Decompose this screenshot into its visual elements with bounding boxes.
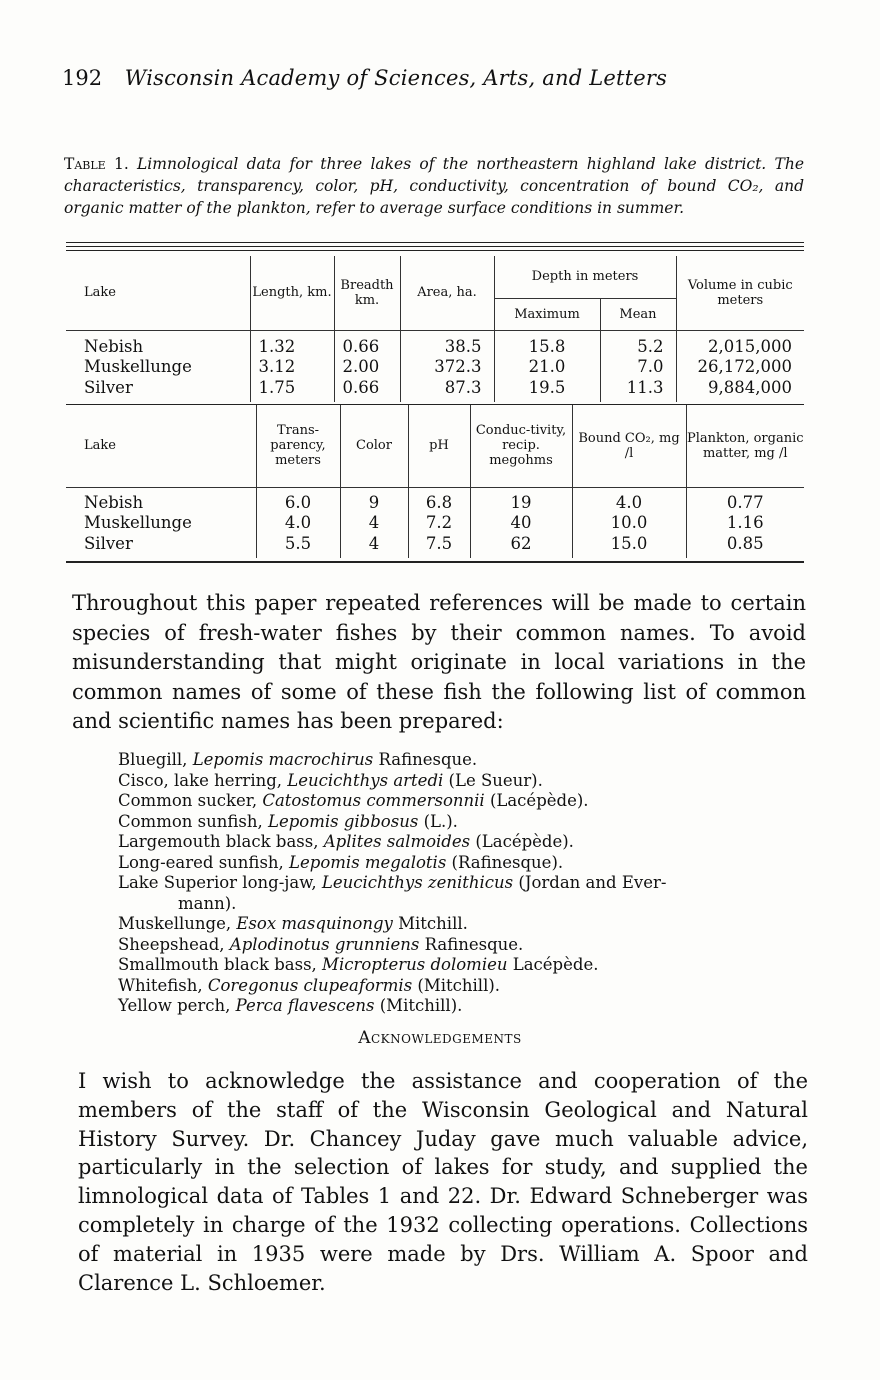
acknowledgements-heading: Acknowledgements [358, 1028, 522, 1048]
table-cell: 0.77 [726, 492, 764, 512]
col-header-mean: Mean [600, 298, 676, 330]
table-dimensions [66, 256, 804, 402]
species-text: Lepomis megalotis [289, 852, 447, 872]
list-item [118, 771, 808, 792]
list-item [118, 853, 808, 874]
col-header-area: Area, ha. [400, 256, 494, 330]
table-cell: 21.0 [528, 357, 566, 376]
table-cell: 87.3 [444, 377, 482, 397]
table-cell: Nebish [84, 492, 144, 512]
max-depth-values [494, 330, 600, 402]
table-caption [64, 153, 804, 219]
species-text: (L.). [423, 811, 458, 831]
table-cell: 9 [368, 492, 380, 512]
table-cell: 3.12 [258, 357, 296, 376]
species-text: Aplites salmoides [323, 832, 471, 851]
lake-names-top [66, 330, 250, 402]
species-text: Common sunfish, [118, 811, 263, 831]
species-text: (Lacépède). [475, 832, 574, 851]
conductivity-values [470, 487, 572, 558]
col-header-lake-2: Lake [66, 405, 256, 487]
volume-values [676, 330, 804, 402]
species-text: Yellow perch, [118, 996, 231, 1015]
list-item [118, 832, 808, 853]
table-cell: 10.0 [610, 513, 648, 532]
species-text: Bluegill, [118, 750, 188, 769]
table-cell: 26,172,000 [697, 357, 792, 376]
species-text: Whitefish, [118, 975, 203, 995]
list-item [118, 996, 808, 1017]
species-text: Coregonus clupeaformis [207, 975, 413, 995]
col-header-transparency: Trans-parency, meters [256, 405, 340, 487]
species-text: Long-eared sunfish, [118, 852, 284, 872]
table-cell: 0.66 [342, 377, 380, 397]
table-cell: 0.66 [342, 336, 380, 356]
list-item [118, 812, 808, 833]
list-item [118, 976, 808, 997]
breadth-values [334, 330, 400, 402]
table-cell: 5.5 [284, 533, 312, 553]
table-cell: 2.00 [342, 357, 380, 376]
color-values [340, 487, 408, 558]
species-text: Cisco, lake herring, [118, 770, 283, 790]
species-text: (Rafinesque). [451, 852, 564, 872]
list-item [118, 935, 808, 956]
table-cell: 4 [368, 533, 380, 553]
acknowledgements-text: I wish to acknowledge the assistance and cooperation of the members of the staff of the Wisconsin Geological and Natural History Survey. Dr. Chancey Juday gave much valuable advice, particularly in the selection of lakes for study, and supplied the limnological data of Tables 1 and 22. Dr. Edward Schneberger was completely in charge of the 1932 collecting operations. Collections of material in 1935 were made by Drs. William A. Spoor and Clarence L. Schloemer. [78, 1069, 808, 1295]
table-cell: 4 [368, 513, 380, 532]
col-header-plankton: Plankton, organic matter, mg /l [686, 405, 804, 487]
table-cell: 372.3 [434, 357, 482, 376]
species-list [118, 750, 808, 1017]
species-text: (Mitchill). [379, 996, 463, 1015]
table-cell: 62 [510, 533, 532, 553]
table-cell: 1.32 [258, 336, 296, 356]
species-text: Leucichthys zenithicus [321, 873, 514, 892]
species-text: Catostomus commersonnii [262, 791, 485, 810]
transparency-values [256, 487, 340, 558]
table-cell: 19.5 [528, 377, 566, 397]
table-cell: 11.3 [626, 377, 664, 397]
table-cell: 15.0 [610, 533, 648, 553]
species-text: Micropterus dolomieu [322, 955, 508, 974]
page-number: 192 [62, 66, 103, 90]
species-text: Rafinesque. [378, 750, 478, 769]
table-top-rule-3 [66, 250, 804, 251]
table-cell: 1.16 [726, 513, 764, 532]
species-text: Esox masquinongy [236, 914, 393, 933]
table-cell: Muskellunge [84, 357, 192, 376]
species-text: Lepomis macrochirus [192, 750, 374, 769]
table-cell: 40 [510, 513, 532, 532]
species-text: Sheepshead, [118, 934, 225, 954]
table-caption-text: Limnological data for three lakes of the northeastern highland lake district. The characteristics, transparency, color, pH, conductivity, concentration of bound CO₂, and organic matter of the plankton, refer to average surface conditions in summer. [64, 155, 804, 217]
col-header-ph: pH [408, 405, 470, 487]
species-text: (Lacépède). [489, 791, 589, 810]
table-cell: 6.0 [284, 492, 312, 512]
mean-depth-values [600, 330, 676, 402]
col-header-length: Length, km. [250, 256, 334, 330]
journal-title: Wisconsin Academy of Sciences, Arts, and Letters [124, 66, 668, 90]
length-values [250, 330, 334, 402]
table-cell: Muskellunge [84, 513, 192, 532]
species-text: Muskellunge, [118, 914, 232, 933]
col-header-bound-co2: Bound CO₂, mg /l [572, 405, 686, 487]
list-item [118, 914, 808, 935]
species-text: (Le Sueur). [448, 770, 543, 790]
bound-co2-values [572, 487, 686, 558]
table-cell: 15.8 [528, 336, 566, 356]
table-top-rule-2 [66, 246, 804, 247]
species-text: Common sucker, [118, 791, 258, 810]
ph-values [408, 487, 470, 558]
lake-names-bottom [66, 487, 256, 558]
table-cell: 1.75 [258, 377, 296, 397]
table-cell: 38.5 [444, 336, 482, 356]
col-header-depth: Depth in meters [494, 256, 676, 298]
table-water-chemistry [66, 405, 804, 558]
col-header-conductivity: Conduc-tivity, recip. megohms [470, 405, 572, 487]
intro-paragraph: Throughout this paper repeated references will be made to certain species of fresh-water fishes by their common names. To avoid misunderstanding that might originate in local variations in the common names of some of these fish the following list of common and scientific names has been prepared: [72, 591, 806, 733]
plankton-values [686, 487, 804, 558]
col-header-lake: Lake [66, 256, 250, 330]
list-item [118, 873, 808, 914]
species-text: Leucichthys artedi [287, 770, 444, 790]
species-text: Perca flavescens [235, 996, 375, 1015]
col-header-breadth: Breadth km. [334, 256, 400, 330]
table-top-rule [66, 242, 804, 243]
species-text: Smallmouth black bass, [118, 955, 317, 974]
list-item [118, 750, 808, 771]
species-text: Lake Superior long-jaw, [118, 873, 317, 892]
species-text: Mitchill. [398, 914, 468, 933]
table-cell: 0.85 [726, 533, 764, 553]
table-caption-label: Table 1. [64, 155, 129, 173]
table-cell: 4.0 [615, 492, 643, 512]
species-text: (Jordan and Ever- [518, 873, 667, 892]
table-cell: 7.5 [425, 533, 453, 553]
running-head [62, 66, 822, 90]
species-text: Lacépède. [512, 955, 599, 974]
col-header-maximum: Maximum [494, 298, 600, 330]
list-item [118, 955, 808, 976]
species-text: (Mitchill). [417, 975, 501, 995]
table-cell: 19 [510, 492, 532, 512]
species-text: Rafinesque. [424, 934, 524, 954]
species-text: Largemouth black bass, [118, 832, 319, 851]
col-header-volume: Volume in cubic meters [676, 256, 804, 330]
table-cell: 7.2 [425, 513, 453, 532]
table-cell: Silver [84, 533, 133, 553]
table-cell: Silver [84, 377, 133, 397]
table-cell: 4.0 [284, 513, 312, 532]
table-cell: 6.8 [425, 492, 453, 512]
area-values [400, 330, 494, 402]
table-cell: 9,884,000 [708, 377, 792, 397]
col-header-color: Color [340, 405, 408, 487]
species-text: Lepomis gibbosus [267, 811, 419, 831]
table-bottom-rule [66, 561, 804, 563]
table-cell: 2,015,000 [708, 336, 792, 356]
table-cell: 5.2 [637, 336, 664, 356]
table-cell: Nebish [84, 336, 144, 356]
species-text: mann). [178, 893, 237, 913]
list-item [118, 791, 808, 812]
table-cell: 7.0 [637, 357, 664, 376]
species-text: Aplodinotus grunniens [229, 934, 420, 954]
